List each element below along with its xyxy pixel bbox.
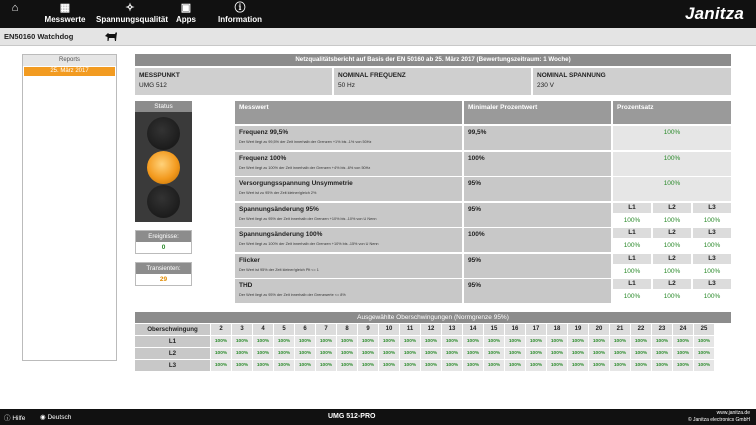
- transients-counter: [135, 262, 192, 286]
- phase-label: L3: [135, 360, 210, 371]
- measurement-name: Versorgungsspannung Unsymmetrie: [239, 180, 353, 187]
- harmonic-value: 100%: [400, 336, 420, 347]
- globe-icon: ◉: [40, 414, 46, 421]
- harmonic-value: 100%: [610, 360, 630, 371]
- measurement-row: [235, 152, 731, 176]
- harmonic-value: 100%: [421, 360, 441, 371]
- phase-label: L2: [135, 348, 210, 359]
- min-percent-cell: [464, 126, 611, 150]
- min-percent-cell: [464, 228, 611, 252]
- harmonic-value: 100%: [379, 360, 399, 371]
- phase-value: 100%: [663, 267, 681, 275]
- harmonic-order: 17: [526, 324, 546, 335]
- measurement-name: THD: [239, 282, 253, 289]
- nav-label-apps: Apps: [176, 15, 196, 24]
- reports-header: Reports: [23, 55, 116, 66]
- header-messwert: Messwert: [235, 101, 462, 124]
- harmonic-value: 100%: [295, 336, 315, 347]
- min-percent-cell: [464, 177, 611, 201]
- phase-percent-cell: [613, 228, 731, 252]
- apps-icon: ▣: [180, 2, 192, 14]
- harmonic-value: 100%: [589, 348, 609, 359]
- harmonic-value: 100%: [316, 348, 336, 359]
- measurement-row: [235, 228, 731, 252]
- harmonic-value: 100%: [232, 336, 252, 347]
- harmonic-value: 100%: [274, 336, 294, 347]
- phase-value: 100%: [623, 242, 641, 249]
- harmonic-value: 100%: [694, 360, 714, 371]
- harmonic-value: 100%: [316, 360, 336, 371]
- measurement-name-cell: [235, 228, 462, 252]
- harmonic-value: 100%: [337, 348, 357, 359]
- harmonic-order: 7: [316, 324, 336, 335]
- header-prozentsatz: Prozentsatz: [613, 101, 731, 124]
- phase-percent-cell: [613, 203, 731, 227]
- harmonic-value: 100%: [673, 348, 693, 359]
- janitza-logo: Janitza: [684, 4, 744, 23]
- harmonic-value: 100%: [211, 348, 231, 359]
- measurement-name: Spannungsänderung 95%: [239, 205, 319, 213]
- lamp-red: [147, 117, 180, 150]
- min-percent-value: 99,5%: [468, 129, 487, 136]
- harmonic-value: 100%: [589, 336, 609, 347]
- phase-label: L1: [135, 336, 210, 347]
- harmonic-value: 100%: [526, 336, 546, 347]
- phase-header: L3: [693, 228, 731, 238]
- harmonic-value: 100%: [610, 348, 630, 359]
- language-label: Deutsch: [47, 414, 72, 421]
- home-icon: ⌂: [11, 2, 19, 14]
- lamp-yellow: [147, 151, 180, 184]
- harmonic-value: 100%: [400, 360, 420, 371]
- traffic-light: [135, 112, 192, 222]
- measurement-name: Flicker: [239, 256, 260, 264]
- phase-value: 100%: [623, 293, 641, 300]
- website-link[interactable]: www.janitza.de: [716, 410, 750, 416]
- harmonic-value: 100%: [631, 348, 651, 359]
- language-selector[interactable]: [40, 413, 71, 421]
- harmonic-value: 100%: [232, 348, 252, 359]
- nav-label-information: Information: [218, 15, 262, 24]
- harmonic-value: 100%: [694, 336, 714, 347]
- app-title: EN50160 Watchdog: [4, 32, 74, 41]
- phase-header: L2: [653, 228, 691, 238]
- phase-percent-cell: [613, 254, 731, 278]
- harmonic-value: 100%: [211, 360, 231, 371]
- harmonic-value: 100%: [295, 360, 315, 371]
- harmonic-value: 100%: [274, 360, 294, 371]
- device-model: UMG 512-PRO: [328, 413, 376, 420]
- nav-label-spannungsqualitaet: Spannungsqualität: [96, 15, 168, 24]
- harmonic-value: 100%: [652, 336, 672, 347]
- min-percent-value: 95%: [468, 256, 482, 264]
- harmonic-order: 25: [694, 324, 714, 335]
- harmonic-value: 100%: [589, 360, 609, 371]
- phase-header: L1: [613, 228, 651, 238]
- measurement-row: [235, 279, 731, 303]
- harmonic-value: 100%: [673, 360, 693, 371]
- measurement-name: Frequenz 100%: [239, 154, 287, 162]
- harmonic-value: 100%: [505, 336, 525, 347]
- harmonic-value: 100%: [631, 360, 651, 371]
- percent-cell: [613, 177, 731, 201]
- harmonic-order: 3: [232, 324, 252, 335]
- phase-value: 100%: [703, 242, 721, 249]
- harmonic-value: 100%: [337, 336, 357, 347]
- harmonic-value: 100%: [253, 360, 273, 371]
- harmonic-order: 11: [400, 324, 420, 335]
- harmonic-value: 100%: [421, 336, 441, 347]
- top-navigation-bar: [0, 0, 756, 28]
- harmonic-value: 100%: [442, 360, 462, 371]
- nominal-spannung-value: 230 V: [537, 82, 554, 89]
- harmonic-order: 14: [463, 324, 483, 335]
- harmonic-order: 19: [568, 324, 588, 335]
- events-counter: [135, 230, 192, 254]
- phase-header: L2: [653, 203, 691, 213]
- harmonic-value: 100%: [253, 348, 273, 359]
- events-label: Ereignisse:: [136, 231, 191, 242]
- min-percent-cell: [464, 254, 611, 278]
- min-percent-value: 100%: [468, 154, 485, 162]
- min-percent-cell: [464, 203, 611, 227]
- nominal-spannung-label: NOMINAL SPANNUNG: [537, 72, 606, 79]
- harmonic-value: 100%: [274, 348, 294, 359]
- measurement-description: Der Wert liegt zu 100% der Zeit innerhalb der Grenzen +4% bis -6% von 50Hz: [239, 165, 371, 170]
- measurement-description: Der Wert ist zu 95% der Zeit kleiner/gleich 2%: [239, 191, 317, 195]
- measurement-row: [235, 203, 731, 227]
- transients-value: 29: [159, 276, 168, 283]
- measurement-description: Der Wert ist 95% der Zeit kleiner/gleich Plt <= 1: [239, 267, 319, 272]
- harmonic-order: 21: [610, 324, 630, 335]
- percent-cell: [613, 126, 731, 150]
- harmonic-order: 4: [253, 324, 273, 335]
- harmonic-order: 5: [274, 324, 294, 335]
- percent-value: 100%: [663, 180, 681, 187]
- harmonic-value: 100%: [484, 348, 504, 359]
- phase-header: L3: [693, 279, 731, 289]
- lamp-green: [147, 185, 180, 218]
- harmonic-value: 100%: [547, 348, 567, 359]
- help-label: Hilfe: [12, 415, 26, 422]
- harmonic-value: 100%: [505, 348, 525, 359]
- phase-header: L2: [653, 254, 691, 264]
- nav-messwerte[interactable]: [40, 2, 90, 24]
- phase-header: L1: [613, 254, 651, 264]
- measurement-name-cell: [235, 203, 462, 227]
- transients-label: Transienten:: [136, 263, 191, 274]
- harmonic-value: 100%: [610, 336, 630, 347]
- footer-info: [688, 410, 750, 424]
- harmonic-value: 100%: [484, 360, 504, 371]
- harmonic-value: 100%: [379, 348, 399, 359]
- harmonic-value: 100%: [652, 360, 672, 371]
- measurement-name: Spannungsänderung 100%: [239, 231, 323, 238]
- harmonic-value: 100%: [232, 360, 252, 371]
- phase-percent-cell: [613, 279, 731, 303]
- harmonic-order: 24: [673, 324, 693, 335]
- measurement-row: [235, 177, 731, 201]
- phase-value: 100%: [703, 216, 721, 224]
- harmonic-value: 100%: [694, 348, 714, 359]
- nominal-frequenz-label: NOMINAL FREQUENZ: [338, 72, 406, 79]
- status-header: Status: [135, 101, 192, 112]
- harmonic-order: 6: [295, 324, 315, 335]
- harmonic-value: 100%: [442, 348, 462, 359]
- harmonic-value: 100%: [358, 336, 378, 347]
- harmonic-value: 100%: [547, 336, 567, 347]
- harmonic-value: 100%: [568, 348, 588, 359]
- nominal-frequenz-value: 50 Hz: [338, 82, 355, 89]
- harmonic-value: 100%: [400, 348, 420, 359]
- phase-value: 100%: [663, 293, 681, 300]
- harmonics-title: Ausgewählte Oberschwingungen (Normgrenze 95%): [135, 312, 731, 323]
- harmonic-value: 100%: [631, 336, 651, 347]
- phase-value: 100%: [623, 267, 641, 275]
- harmonic-value: 100%: [526, 348, 546, 359]
- footer-bar: [0, 409, 756, 425]
- percent-value: 100%: [663, 129, 681, 136]
- phase-header: L1: [613, 203, 651, 213]
- harmonic-order: 16: [505, 324, 525, 335]
- harmonic-order: 13: [442, 324, 462, 335]
- phase-value: 100%: [703, 267, 721, 275]
- harmonic-order: 18: [547, 324, 567, 335]
- phase-header: L2: [653, 279, 691, 289]
- min-percent-value: 95%: [468, 282, 482, 289]
- harmonic-value: 100%: [568, 336, 588, 347]
- harmonic-value: 100%: [442, 336, 462, 347]
- min-percent-value: 95%: [468, 180, 482, 187]
- harmonic-order: 22: [631, 324, 651, 335]
- phase-header: L3: [693, 254, 731, 264]
- messpunkt-box: [135, 68, 332, 95]
- min-percent-value: 95%: [468, 205, 482, 213]
- report-item-selected[interactable]: 25. März 2017: [24, 67, 115, 76]
- report-title: Netzqualitätsbericht auf Basis der EN 50160 ab 25. März 2017 (Bewertungszeitraum: 1 Woche): [135, 54, 731, 66]
- harmonics-row: [135, 348, 731, 360]
- harmonic-value: 100%: [526, 360, 546, 371]
- harmonic-value: 100%: [547, 360, 567, 371]
- harmonic-order: 9: [358, 324, 378, 335]
- harmonic-value: 100%: [505, 360, 525, 371]
- copyright-text: © Janitza electronics GmbH: [687, 417, 750, 423]
- help-icon: ⓘ: [4, 415, 11, 422]
- harmonic-order: 20: [589, 324, 609, 335]
- percent-value: 100%: [663, 154, 681, 162]
- nav-information[interactable]: [214, 2, 266, 24]
- harmonic-value: 100%: [358, 360, 378, 371]
- harmonic-value: 100%: [463, 348, 483, 359]
- messwerte-icon: ▦: [59, 2, 71, 14]
- phase-value: 100%: [663, 216, 681, 224]
- measurement-name-cell: [235, 254, 462, 278]
- harmonics-row: [135, 336, 731, 348]
- harmonic-value: 100%: [358, 348, 378, 359]
- messpunkt-value: UMG 512: [139, 82, 167, 89]
- measurement-name: Frequenz 99,5%: [239, 129, 289, 136]
- harmonic-value: 100%: [379, 336, 399, 347]
- measurement-description: Der Wert liegt zu 99,5% der Zeit innerhalb der Grenzen +1% bis -1% von 50Hz: [239, 140, 372, 144]
- harmonic-value: 100%: [463, 336, 483, 347]
- measurement-row: [235, 254, 731, 278]
- events-value: 0: [161, 244, 166, 251]
- min-percent-cell: [464, 279, 611, 303]
- help-link[interactable]: [4, 413, 25, 422]
- harmonics-header-row: [135, 324, 731, 336]
- harmonic-order: 12: [421, 324, 441, 335]
- nav-apps[interactable]: [172, 2, 200, 24]
- harmonic-value: 100%: [316, 336, 336, 347]
- measurement-row: [235, 126, 731, 150]
- nav-home[interactable]: [6, 2, 24, 15]
- harmonic-order: 23: [652, 324, 672, 335]
- harmonic-value: 100%: [295, 348, 315, 359]
- harmonic-value: 100%: [484, 336, 504, 347]
- min-percent-cell: [464, 152, 611, 176]
- harmonic-order: 8: [337, 324, 357, 335]
- header-minimaler-prozentwert: Minimaler Prozentwert: [464, 101, 611, 124]
- harmonic-value: 100%: [463, 360, 483, 371]
- information-icon: ⓘ: [234, 2, 246, 14]
- nominal-frequenz-box: [334, 68, 531, 95]
- harmonic-order: 2: [211, 324, 231, 335]
- measurement-name-cell: [235, 126, 462, 150]
- phase-value: 100%: [663, 242, 681, 249]
- reports-panel: [22, 54, 117, 361]
- phase-value: 100%: [703, 293, 721, 300]
- harmonic-value: 100%: [211, 336, 231, 347]
- measurement-name-cell: [235, 279, 462, 303]
- nav-label-messwerte: Messwerte: [44, 15, 86, 24]
- messpunkt-label: MESSPUNKT: [139, 72, 180, 79]
- phase-value: 100%: [623, 216, 641, 224]
- harmonic-value: 100%: [673, 336, 693, 347]
- measurement-name-cell: [235, 177, 462, 201]
- spannungsqualitaet-icon: ✧: [125, 2, 135, 14]
- min-percent-value: 100%: [468, 231, 485, 238]
- phase-header: L3: [693, 203, 731, 213]
- measurement-name-cell: [235, 152, 462, 176]
- harmonic-value: 100%: [652, 348, 672, 359]
- measurement-description: Der Wert liegt zu 100% der Zeit innerhalb der Grenzen +10% bis -15% von U Nenn: [239, 242, 379, 246]
- harmonics-header-label: Oberschwingung: [135, 324, 210, 335]
- watchdog-dog-icon: [104, 30, 118, 43]
- harmonic-value: 100%: [253, 336, 273, 347]
- harmonic-value: 100%: [568, 360, 588, 371]
- harmonics-row: [135, 360, 731, 372]
- nominal-spannung-box: [533, 68, 731, 95]
- nav-spannungsqualitaet[interactable]: [96, 2, 168, 24]
- phase-header: L1: [613, 279, 651, 289]
- percent-cell: [613, 152, 731, 176]
- harmonic-value: 100%: [421, 348, 441, 359]
- harmonic-order: 10: [379, 324, 399, 335]
- app-title-bar: [0, 28, 756, 46]
- measurement-description: Der Wert liegt zu 95% der Zeit innerhalb der Grenzen +10% bis -10% von U Nenn: [239, 216, 377, 221]
- harmonic-value: 100%: [337, 360, 357, 371]
- harmonic-order: 15: [484, 324, 504, 335]
- measurement-description: Der Wert liegt zu 95% der Zeit innerhalb der Grenzwerte <= 8%: [239, 293, 346, 297]
